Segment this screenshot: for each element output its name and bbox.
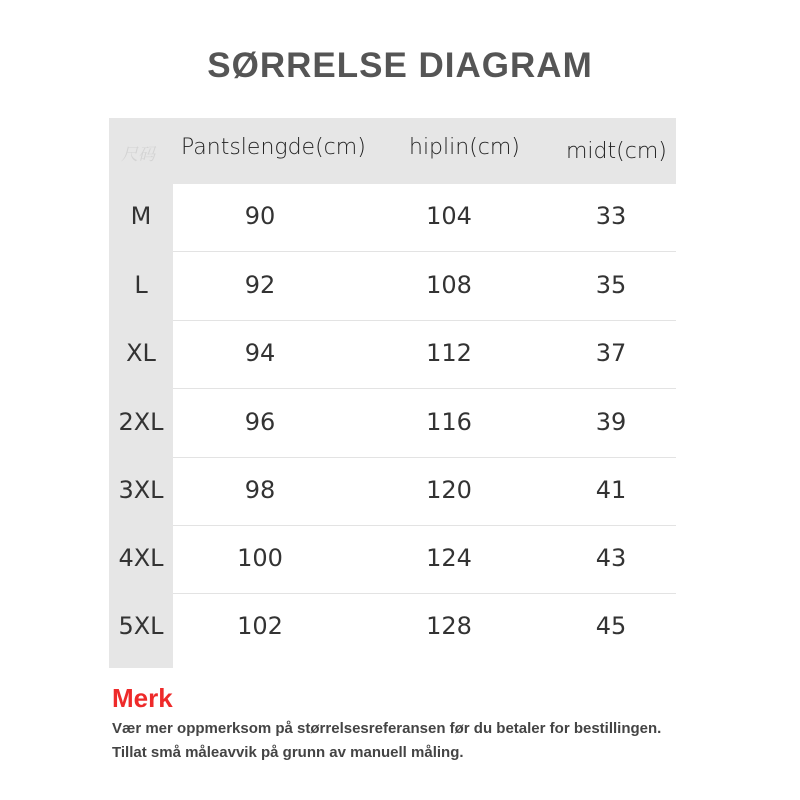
size-label: 3XL — [118, 476, 164, 504]
note-line: Tillat små måleavvik på grunn av manuell måling. — [112, 744, 464, 761]
size-label: L — [134, 271, 148, 299]
size-table — [109, 118, 676, 668]
size-watermark: 尺码 — [121, 145, 155, 165]
table-row — [109, 390, 676, 458]
table-row — [109, 526, 676, 594]
hipline-value: 104 — [426, 202, 472, 230]
waist-value: 37 — [595, 339, 627, 367]
size-label: 5XL — [118, 612, 164, 640]
waist-value: 45 — [595, 612, 627, 640]
size-label: 2XL — [118, 408, 164, 436]
page-title: SØRRELSE DIAGRAM — [207, 46, 593, 85]
table-row — [109, 253, 676, 321]
waist-value: 41 — [595, 476, 627, 504]
column-header-pants-length: Pantslengde(cm) — [181, 135, 366, 160]
hipline-value: 124 — [426, 544, 472, 572]
note-heading: Merk — [112, 683, 173, 713]
waist-value: 39 — [595, 408, 627, 436]
hipline-value: 108 — [426, 271, 472, 299]
hipline-value: 112 — [426, 339, 472, 367]
pants-length-value: 100 — [237, 544, 283, 572]
waist-value: 35 — [595, 271, 627, 299]
pants-length-value: 92 — [244, 271, 276, 299]
pants-length-value: 98 — [244, 476, 276, 504]
table-row — [109, 594, 676, 662]
size-label: 4XL — [118, 544, 164, 572]
table-row — [109, 321, 676, 389]
waist-value: 43 — [595, 544, 627, 572]
size-label: XL — [126, 339, 156, 367]
pants-length-value: 90 — [244, 202, 276, 230]
pants-length-value: 102 — [237, 612, 283, 640]
column-header-hipline: hiplin(cm) — [409, 135, 520, 160]
row-divider — [173, 388, 676, 389]
row-divider — [173, 251, 676, 252]
size-label: M — [130, 202, 152, 230]
waist-value: 33 — [595, 202, 627, 230]
hipline-value: 116 — [426, 408, 472, 436]
table-body — [118, 184, 676, 668]
pants-length-value: 94 — [244, 339, 276, 367]
column-header-waist: midt(cm) — [566, 139, 667, 164]
note-line: Vær mer oppmerksom på størrelsesreferansen før du betaler for bestillingen. — [112, 720, 662, 737]
table-header — [109, 118, 676, 184]
table-row — [109, 458, 676, 526]
pants-length-value: 96 — [244, 408, 276, 436]
table-row — [109, 184, 676, 252]
hipline-value: 120 — [426, 476, 472, 504]
hipline-value: 128 — [426, 612, 472, 640]
